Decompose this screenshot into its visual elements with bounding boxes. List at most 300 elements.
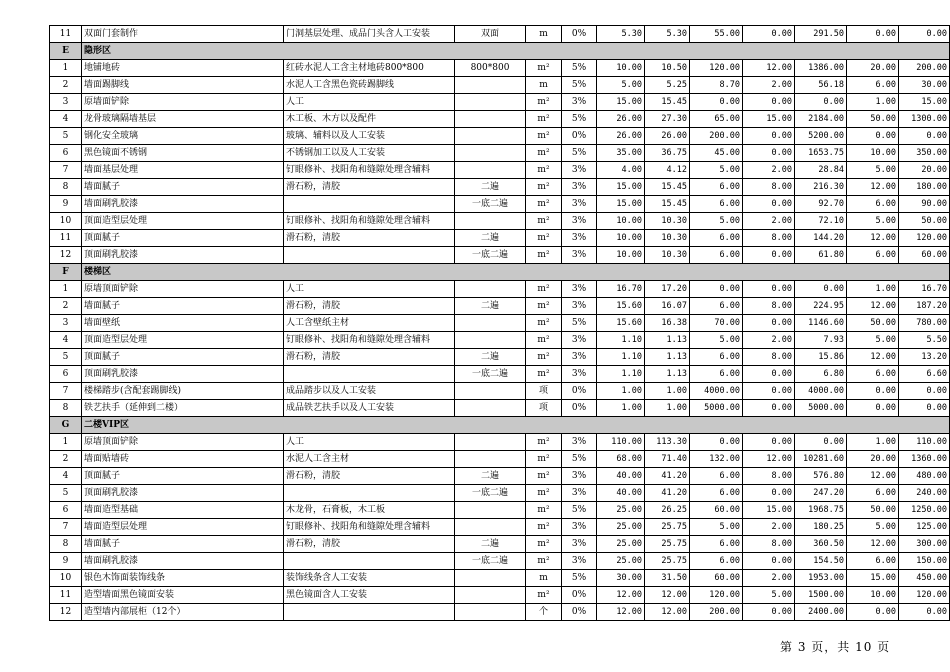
material-price-cell: 5.00 xyxy=(690,162,743,179)
table-row xyxy=(50,94,950,111)
quantity-cell: 40.00 xyxy=(597,468,645,485)
material-price-cell: 6.00 xyxy=(690,179,743,196)
material-total-cell: 5000.00 xyxy=(795,400,847,417)
material-total-cell: 0.00 xyxy=(795,94,847,111)
material-price-cell: 70.00 xyxy=(690,315,743,332)
section-code: F xyxy=(50,264,82,281)
quantity-cell: 26.00 xyxy=(597,111,645,128)
material-total-cell: 291.50 xyxy=(795,26,847,43)
table-row xyxy=(50,145,950,162)
row-number-cell: 11 xyxy=(50,230,82,247)
actual-quantity-cell: 41.20 xyxy=(645,485,690,502)
labor-total-cell: 1300.00 xyxy=(899,111,950,128)
labor-unit-cell: 20.00 xyxy=(847,451,899,468)
spec-cell xyxy=(455,281,526,298)
labor-price-cell: 2.00 xyxy=(743,162,795,179)
labor-total-cell: 60.00 xyxy=(899,247,950,264)
labor-price-cell: 2.00 xyxy=(743,213,795,230)
unit-cell: m² xyxy=(526,332,562,349)
actual-quantity-cell: 27.30 xyxy=(645,111,690,128)
loss-rate-cell: 3% xyxy=(562,349,597,366)
material-description-cell: 钉眼修补、找阳角和缝隙处理含辅料 xyxy=(284,162,455,179)
labor-unit-cell: 0.00 xyxy=(847,26,899,43)
labor-unit-cell: 50.00 xyxy=(847,502,899,519)
item-name-cell: 顶面刷乳胶漆 xyxy=(82,366,284,383)
unit-cell: m² xyxy=(526,145,562,162)
labor-price-cell: 0.00 xyxy=(743,553,795,570)
item-name-cell: 墙面刷乳胶漆 xyxy=(82,196,284,213)
material-price-cell: 8.70 xyxy=(690,77,743,94)
table-row xyxy=(50,247,950,264)
labor-price-cell: 0.00 xyxy=(743,315,795,332)
row-number-cell: 8 xyxy=(50,536,82,553)
material-price-cell: 120.00 xyxy=(690,587,743,604)
labor-total-cell: 240.00 xyxy=(899,485,950,502)
material-description-cell: 滑石粉，清胶 xyxy=(284,179,455,196)
loss-rate-cell: 0% xyxy=(562,26,597,43)
labor-price-cell: 15.00 xyxy=(743,111,795,128)
labor-price-cell: 2.00 xyxy=(743,332,795,349)
loss-rate-cell: 5% xyxy=(562,111,597,128)
labor-unit-cell: 6.00 xyxy=(847,196,899,213)
loss-rate-cell: 3% xyxy=(562,162,597,179)
unit-cell: m² xyxy=(526,485,562,502)
loss-rate-cell: 0% xyxy=(562,400,597,417)
material-price-cell: 55.00 xyxy=(690,26,743,43)
material-description-cell: 滑石粉，清胶 xyxy=(284,230,455,247)
loss-rate-cell: 3% xyxy=(562,553,597,570)
quantity-cell: 10.00 xyxy=(597,247,645,264)
item-name-cell: 顶面腻子 xyxy=(82,230,284,247)
actual-quantity-cell: 16.07 xyxy=(645,298,690,315)
labor-price-cell: 8.00 xyxy=(743,230,795,247)
spec-cell: 一底二遍 xyxy=(455,553,526,570)
row-number-cell: 5 xyxy=(50,349,82,366)
labor-unit-cell: 10.00 xyxy=(847,587,899,604)
labor-unit-cell: 5.00 xyxy=(847,162,899,179)
item-name-cell: 顶面腻子 xyxy=(82,349,284,366)
labor-total-cell: 300.00 xyxy=(899,536,950,553)
material-total-cell: 1953.00 xyxy=(795,570,847,587)
item-name-cell: 双面门套制作 xyxy=(82,26,284,43)
loss-rate-cell: 3% xyxy=(562,536,597,553)
item-name-cell: 墙面壁纸 xyxy=(82,315,284,332)
material-description-cell xyxy=(284,247,455,264)
material-description-cell xyxy=(284,604,455,621)
item-name-cell: 顶面造型层处理 xyxy=(82,332,284,349)
spec-cell: 一底二遍 xyxy=(455,196,526,213)
labor-unit-cell: 5.00 xyxy=(847,519,899,536)
actual-quantity-cell: 10.30 xyxy=(645,230,690,247)
quantity-cell: 1.10 xyxy=(597,332,645,349)
row-number-cell: 6 xyxy=(50,502,82,519)
material-price-cell: 6.00 xyxy=(690,536,743,553)
unit-cell: m² xyxy=(526,502,562,519)
unit-cell: m² xyxy=(526,366,562,383)
labor-total-cell: 350.00 xyxy=(899,145,950,162)
unit-cell: m² xyxy=(526,451,562,468)
material-total-cell: 216.30 xyxy=(795,179,847,196)
material-price-cell: 6.00 xyxy=(690,349,743,366)
material-total-cell: 1146.60 xyxy=(795,315,847,332)
loss-rate-cell: 3% xyxy=(562,247,597,264)
unit-cell: m² xyxy=(526,298,562,315)
item-name-cell: 墙面贴墙砖 xyxy=(82,451,284,468)
labor-unit-cell: 6.00 xyxy=(847,485,899,502)
item-name-cell: 原墙顶面铲除 xyxy=(82,281,284,298)
unit-cell: m² xyxy=(526,587,562,604)
material-price-cell: 5.00 xyxy=(690,519,743,536)
labor-price-cell: 0.00 xyxy=(743,128,795,145)
loss-rate-cell: 3% xyxy=(562,298,597,315)
unit-cell: m² xyxy=(526,230,562,247)
material-description-cell: 人工 xyxy=(284,434,455,451)
table-row xyxy=(50,383,950,400)
material-description-cell: 木工板、木方以及配件 xyxy=(284,111,455,128)
material-description-cell: 人工 xyxy=(284,281,455,298)
spec-cell xyxy=(455,128,526,145)
material-total-cell: 10281.60 xyxy=(795,451,847,468)
table-row xyxy=(50,570,950,587)
labor-total-cell: 1360.00 xyxy=(899,451,950,468)
labor-total-cell: 120.00 xyxy=(899,587,950,604)
material-price-cell: 6.00 xyxy=(690,485,743,502)
material-description-cell: 木龙骨，石膏板，木工板 xyxy=(284,502,455,519)
item-name-cell: 钢化安全玻璃 xyxy=(82,128,284,145)
material-price-cell: 200.00 xyxy=(690,128,743,145)
quantity-cell: 25.00 xyxy=(597,536,645,553)
labor-total-cell: 16.70 xyxy=(899,281,950,298)
labor-unit-cell: 0.00 xyxy=(847,604,899,621)
actual-quantity-cell: 1.00 xyxy=(645,400,690,417)
spec-cell xyxy=(455,587,526,604)
material-price-cell: 0.00 xyxy=(690,434,743,451)
labor-total-cell: 0.00 xyxy=(899,26,950,43)
spec-cell xyxy=(455,213,526,230)
spec-cell xyxy=(455,94,526,111)
material-price-cell: 132.00 xyxy=(690,451,743,468)
quantity-cell: 26.00 xyxy=(597,128,645,145)
labor-price-cell: 8.00 xyxy=(743,298,795,315)
quantity-cell: 1.00 xyxy=(597,383,645,400)
row-number-cell: 6 xyxy=(50,145,82,162)
actual-quantity-cell: 10.50 xyxy=(645,60,690,77)
row-number-cell: 8 xyxy=(50,400,82,417)
material-description-cell: 门洞基层处理、成品门头含人工安装 xyxy=(284,26,455,43)
material-total-cell: 360.50 xyxy=(795,536,847,553)
spec-cell xyxy=(455,434,526,451)
unit-cell: m² xyxy=(526,247,562,264)
material-price-cell: 45.00 xyxy=(690,145,743,162)
loss-rate-cell: 5% xyxy=(562,315,597,332)
labor-price-cell: 12.00 xyxy=(743,60,795,77)
labor-unit-cell: 6.00 xyxy=(847,77,899,94)
labor-price-cell: 8.00 xyxy=(743,179,795,196)
labor-unit-cell: 1.00 xyxy=(847,281,899,298)
item-name-cell: 顶面刷乳胶漆 xyxy=(82,247,284,264)
spec-cell: 二遍 xyxy=(455,468,526,485)
row-number-cell: 5 xyxy=(50,485,82,502)
loss-rate-cell: 0% xyxy=(562,383,597,400)
row-number-cell: 12 xyxy=(50,604,82,621)
row-number-cell: 4 xyxy=(50,111,82,128)
actual-quantity-cell: 12.00 xyxy=(645,587,690,604)
item-name-cell: 造型墙面黑色镜面安装 xyxy=(82,587,284,604)
labor-unit-cell: 10.00 xyxy=(847,145,899,162)
spec-cell xyxy=(455,77,526,94)
labor-total-cell: 200.00 xyxy=(899,60,950,77)
spec-cell xyxy=(455,400,526,417)
actual-quantity-cell: 5.30 xyxy=(645,26,690,43)
quantity-cell: 1.00 xyxy=(597,400,645,417)
row-number-cell: 9 xyxy=(50,196,82,213)
labor-unit-cell: 0.00 xyxy=(847,400,899,417)
labor-total-cell: 125.00 xyxy=(899,519,950,536)
unit-cell: m² xyxy=(526,536,562,553)
labor-total-cell: 120.00 xyxy=(899,230,950,247)
table-row xyxy=(50,536,950,553)
material-description-cell: 玻璃、辅料以及人工安装 xyxy=(284,128,455,145)
table-row xyxy=(50,26,950,43)
quantity-cell: 16.70 xyxy=(597,281,645,298)
actual-quantity-cell: 113.30 xyxy=(645,434,690,451)
labor-total-cell: 13.20 xyxy=(899,349,950,366)
row-number-cell: 1 xyxy=(50,281,82,298)
actual-quantity-cell: 26.00 xyxy=(645,128,690,145)
labor-unit-cell: 5.00 xyxy=(847,332,899,349)
quantity-cell: 110.00 xyxy=(597,434,645,451)
quantity-cell: 68.00 xyxy=(597,451,645,468)
item-name-cell: 原墙顶面铲除 xyxy=(82,434,284,451)
item-name-cell: 墙面踢脚线 xyxy=(82,77,284,94)
table-row xyxy=(50,485,950,502)
labor-total-cell: 150.00 xyxy=(899,553,950,570)
material-price-cell: 200.00 xyxy=(690,604,743,621)
loss-rate-cell: 3% xyxy=(562,332,597,349)
labor-price-cell: 0.00 xyxy=(743,485,795,502)
spec-cell xyxy=(455,519,526,536)
loss-rate-cell: 3% xyxy=(562,519,597,536)
labor-total-cell: 780.00 xyxy=(899,315,950,332)
item-name-cell: 顶面刷乳胶漆 xyxy=(82,485,284,502)
section-code: G xyxy=(50,417,82,434)
labor-unit-cell: 6.00 xyxy=(847,247,899,264)
labor-unit-cell: 50.00 xyxy=(847,111,899,128)
item-name-cell: 墙面刷乳胶漆 xyxy=(82,553,284,570)
labor-total-cell: 0.00 xyxy=(899,400,950,417)
labor-price-cell: 0.00 xyxy=(743,145,795,162)
material-total-cell: 576.80 xyxy=(795,468,847,485)
quantity-cell: 1.10 xyxy=(597,349,645,366)
loss-rate-cell: 3% xyxy=(562,213,597,230)
material-price-cell: 5.00 xyxy=(690,213,743,230)
loss-rate-cell: 0% xyxy=(562,604,597,621)
section-header-row xyxy=(50,264,950,281)
labor-total-cell: 0.00 xyxy=(899,383,950,400)
material-description-cell: 黑色镜面含人工安装 xyxy=(284,587,455,604)
actual-quantity-cell: 36.75 xyxy=(645,145,690,162)
actual-quantity-cell: 25.75 xyxy=(645,553,690,570)
loss-rate-cell: 3% xyxy=(562,179,597,196)
table-row xyxy=(50,604,950,621)
material-description-cell: 钉眼修补、找阳角和缝隙处理含辅料 xyxy=(284,332,455,349)
labor-total-cell: 0.00 xyxy=(899,128,950,145)
labor-unit-cell: 50.00 xyxy=(847,315,899,332)
material-total-cell: 4000.00 xyxy=(795,383,847,400)
unit-cell: 项 xyxy=(526,400,562,417)
material-total-cell: 6.80 xyxy=(795,366,847,383)
loss-rate-cell: 5% xyxy=(562,451,597,468)
material-price-cell: 6.00 xyxy=(690,366,743,383)
table-row xyxy=(50,434,950,451)
labor-price-cell: 0.00 xyxy=(743,383,795,400)
material-total-cell: 5200.00 xyxy=(795,128,847,145)
material-price-cell: 0.00 xyxy=(690,94,743,111)
table-row xyxy=(50,366,950,383)
spec-cell xyxy=(455,570,526,587)
material-total-cell: 1500.00 xyxy=(795,587,847,604)
table-row xyxy=(50,162,950,179)
table-row xyxy=(50,349,950,366)
row-number-cell: 2 xyxy=(50,298,82,315)
item-name-cell: 墙面造型基础 xyxy=(82,502,284,519)
labor-price-cell: 0.00 xyxy=(743,366,795,383)
material-total-cell: 0.00 xyxy=(795,434,847,451)
material-total-cell: 56.18 xyxy=(795,77,847,94)
item-name-cell: 墙面造型层处理 xyxy=(82,519,284,536)
material-price-cell: 6.00 xyxy=(690,468,743,485)
labor-unit-cell: 12.00 xyxy=(847,179,899,196)
unit-cell: m² xyxy=(526,349,562,366)
row-number-cell: 11 xyxy=(50,26,82,43)
unit-cell: m² xyxy=(526,315,562,332)
labor-price-cell: 0.00 xyxy=(743,196,795,213)
labor-total-cell: 90.00 xyxy=(899,196,950,213)
labor-price-cell: 0.00 xyxy=(743,434,795,451)
actual-quantity-cell: 71.40 xyxy=(645,451,690,468)
unit-cell: m² xyxy=(526,519,562,536)
actual-quantity-cell: 10.30 xyxy=(645,213,690,230)
row-number-cell: 6 xyxy=(50,366,82,383)
material-total-cell: 154.50 xyxy=(795,553,847,570)
labor-price-cell: 8.00 xyxy=(743,468,795,485)
table-row xyxy=(50,502,950,519)
loss-rate-cell: 5% xyxy=(562,77,597,94)
table-row xyxy=(50,332,950,349)
material-price-cell: 120.00 xyxy=(690,60,743,77)
unit-cell: m² xyxy=(526,128,562,145)
item-name-cell: 楼梯踏步(含配套踢脚线) xyxy=(82,383,284,400)
labor-price-cell: 0.00 xyxy=(743,247,795,264)
section-title: 隐形区 xyxy=(82,43,950,60)
labor-total-cell: 5.50 xyxy=(899,332,950,349)
material-description-cell: 滑石粉，清胶 xyxy=(284,536,455,553)
table-row xyxy=(50,400,950,417)
section-title: 楼梯区 xyxy=(82,264,950,281)
quantity-cell: 12.00 xyxy=(597,587,645,604)
table-row xyxy=(50,468,950,485)
labor-price-cell: 2.00 xyxy=(743,570,795,587)
spec-cell: 双面 xyxy=(455,26,526,43)
actual-quantity-cell: 41.20 xyxy=(645,468,690,485)
material-price-cell: 6.00 xyxy=(690,553,743,570)
material-description-cell xyxy=(284,196,455,213)
actual-quantity-cell: 31.50 xyxy=(645,570,690,587)
quote-table xyxy=(49,25,950,621)
labor-unit-cell: 12.00 xyxy=(847,536,899,553)
table-row xyxy=(50,196,950,213)
labor-price-cell: 15.00 xyxy=(743,502,795,519)
labor-price-cell: 2.00 xyxy=(743,77,795,94)
material-price-cell: 5.00 xyxy=(690,332,743,349)
labor-unit-cell: 20.00 xyxy=(847,60,899,77)
unit-cell: m² xyxy=(526,111,562,128)
material-total-cell: 2400.00 xyxy=(795,604,847,621)
table-row xyxy=(50,451,950,468)
labor-price-cell: 0.00 xyxy=(743,400,795,417)
spec-cell: 800*800 xyxy=(455,60,526,77)
row-number-cell: 2 xyxy=(50,77,82,94)
row-number-cell: 10 xyxy=(50,570,82,587)
item-name-cell: 墙面腻子 xyxy=(82,179,284,196)
material-price-cell: 65.00 xyxy=(690,111,743,128)
labor-total-cell: 6.60 xyxy=(899,366,950,383)
material-total-cell: 1653.75 xyxy=(795,145,847,162)
loss-rate-cell: 3% xyxy=(562,196,597,213)
quantity-cell: 30.00 xyxy=(597,570,645,587)
labor-unit-cell: 5.00 xyxy=(847,213,899,230)
spec-cell xyxy=(455,145,526,162)
row-number-cell: 3 xyxy=(50,94,82,111)
item-name-cell: 龙骨玻璃隔墙基层 xyxy=(82,111,284,128)
loss-rate-cell: 3% xyxy=(562,230,597,247)
row-number-cell: 7 xyxy=(50,383,82,400)
spec-cell xyxy=(455,604,526,621)
unit-cell: m² xyxy=(526,213,562,230)
quantity-cell: 15.00 xyxy=(597,94,645,111)
unit-cell: m² xyxy=(526,196,562,213)
labor-price-cell: 0.00 xyxy=(743,26,795,43)
material-total-cell: 1968.75 xyxy=(795,502,847,519)
quantity-cell: 12.00 xyxy=(597,604,645,621)
material-total-cell: 7.93 xyxy=(795,332,847,349)
quantity-cell: 15.60 xyxy=(597,315,645,332)
spec-cell: 二遍 xyxy=(455,230,526,247)
labor-price-cell: 8.00 xyxy=(743,536,795,553)
quantity-cell: 25.00 xyxy=(597,519,645,536)
page-number: 第 3 页，共 10 页 xyxy=(780,640,891,654)
quantity-cell: 35.00 xyxy=(597,145,645,162)
material-total-cell: 224.95 xyxy=(795,298,847,315)
spec-cell: 一底二遍 xyxy=(455,366,526,383)
loss-rate-cell: 5% xyxy=(562,60,597,77)
unit-cell: m² xyxy=(526,281,562,298)
material-description-cell: 人工 xyxy=(284,94,455,111)
section-title: 二楼VIP区 xyxy=(82,417,950,434)
material-description-cell: 成品踏步以及人工安装 xyxy=(284,383,455,400)
table-row xyxy=(50,179,950,196)
actual-quantity-cell: 1.00 xyxy=(645,383,690,400)
material-total-cell: 72.10 xyxy=(795,213,847,230)
material-total-cell: 61.80 xyxy=(795,247,847,264)
material-description-cell xyxy=(284,553,455,570)
loss-rate-cell: 5% xyxy=(562,570,597,587)
labor-total-cell: 110.00 xyxy=(899,434,950,451)
row-number-cell: 9 xyxy=(50,553,82,570)
labor-unit-cell: 12.00 xyxy=(847,468,899,485)
item-name-cell: 墙面腻子 xyxy=(82,298,284,315)
item-name-cell: 墙面基层处理 xyxy=(82,162,284,179)
